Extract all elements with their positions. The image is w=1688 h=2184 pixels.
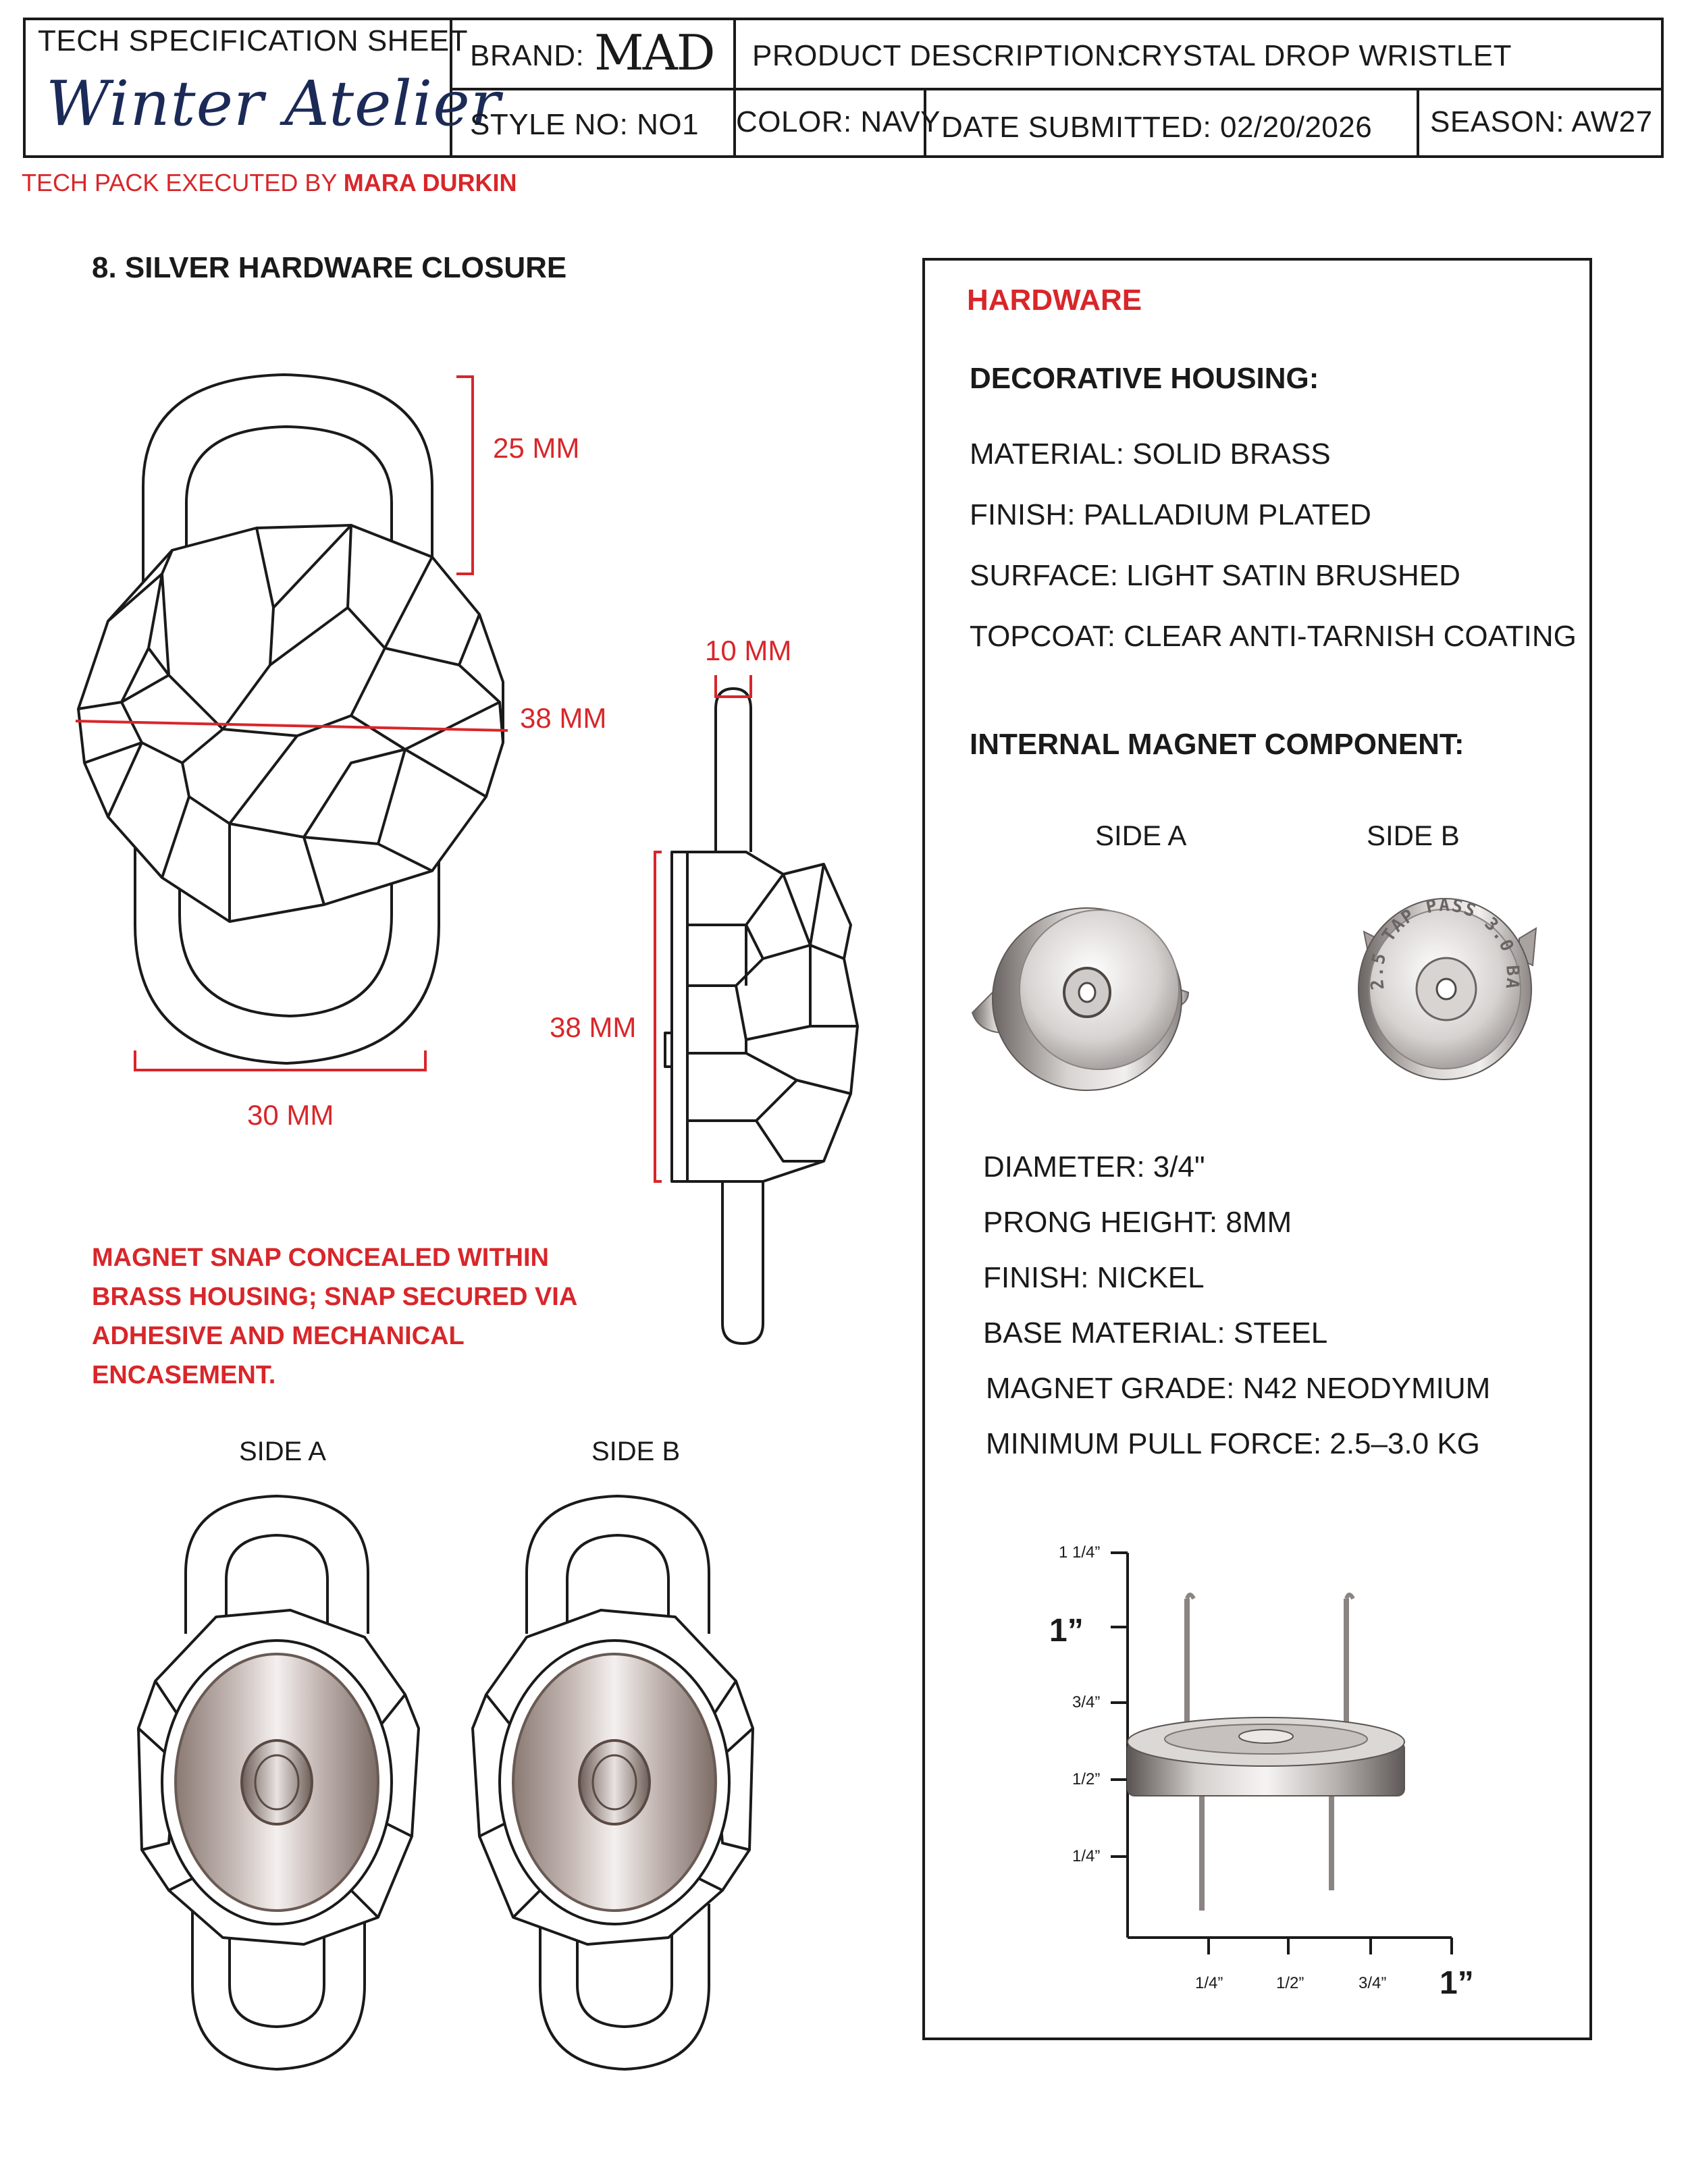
dim-loop-height-bracket (456, 377, 473, 574)
housing-spec: TOPCOAT: CLEAR ANTI-TARNISH COATING (970, 620, 1577, 653)
date-submitted: DATE SUBMITTED: 02/20/2026 (941, 111, 1373, 144)
bottom-pin (722, 1172, 763, 1343)
back-view-b (473, 1496, 753, 2069)
executed-by-name: MARA DURKIN (343, 169, 517, 196)
housing-spec: MATERIAL: SOLID BRASS (970, 437, 1331, 471)
ruler-x-tick: 1” (1440, 1965, 1474, 2001)
top-pin (716, 689, 751, 852)
product-value: CRYSTAL DROP WRISTLET (1119, 39, 1512, 72)
color-value: COLOR: NAVY (736, 105, 941, 138)
dim-side-depth: 10 MM (705, 635, 792, 666)
style-number: STYLE NO: NO1 (470, 108, 700, 141)
product-label: PRODUCT DESCRIPTION: (752, 39, 1125, 72)
dim-loop-height: 25 MM (493, 432, 580, 464)
magnet-spec: FINISH: NICKEL (983, 1261, 1205, 1294)
dim-base-width: 30 MM (247, 1099, 334, 1131)
ruler-y-tick: 3/4” (1072, 1693, 1101, 1711)
ruler-y-tick: 1/4” (1072, 1847, 1101, 1865)
magnet-ruler-diagram (1033, 1533, 1506, 2005)
housing-title: DECORATIVE HOUSING: (970, 362, 1319, 395)
housing-spec: FINISH: PALLADIUM PLATED (970, 498, 1371, 531)
ruler-x-tick: 1/4” (1195, 1974, 1223, 1992)
magnet-engraving: 2.5 TAP PASS 3.0 BAMOR (912, 849, 1523, 992)
magnet-spec: BASE MATERIAL: STEEL (983, 1316, 1328, 1350)
divider (1417, 89, 1419, 155)
ruler-y-tick: 1” (1049, 1613, 1084, 1649)
back-side-a-label: SIDE A (239, 1437, 326, 1466)
photo-side-a-label: SIDE A (1095, 820, 1187, 851)
magnet-title: INTERNAL MAGNET COMPONENT: (970, 728, 1465, 761)
executed-by-label: TECH PACK EXECUTED BY (22, 169, 337, 196)
divider (450, 88, 1661, 90)
ruler-x-tick: 1/2” (1276, 1974, 1304, 1992)
construction-note: MAGNET SNAP CONCEALED WITHIN BRASS HOUSING; SNAP SECURED VIA ADHESIVE AND MECHANICAL ENCASEMENT. (92, 1244, 577, 1389)
brand-label: BRAND: (470, 39, 585, 72)
ruler-y-tick: 1/2” (1072, 1770, 1101, 1788)
photo-side-b-label: SIDE B (1367, 820, 1460, 851)
dim-side-height-bracket (655, 852, 662, 1181)
back-views-drawing (0, 1472, 878, 2079)
side-view-drawing (608, 608, 878, 1485)
dim-base-width-bracket (135, 1050, 425, 1070)
ruler-x-tick: 3/4” (1359, 1974, 1387, 1992)
ruler-y-tick: 1 1/4” (1059, 1543, 1101, 1562)
back-view-a (138, 1496, 419, 2069)
magnet-spec: MAGNET GRADE: N42 NEODYMIUM (986, 1372, 1491, 1405)
sheet-label: TECH SPECIFICATION SHEET (38, 24, 469, 57)
housing-spec: SURFACE: LIGHT SATIN BRUSHED (970, 559, 1460, 592)
magnet-photos (912, 849, 1593, 1107)
back-side-b-label: SIDE B (591, 1437, 681, 1466)
company-logo: Winter Atelier (46, 68, 501, 140)
magnet-spec: DIAMETER: 3/4" (983, 1150, 1205, 1183)
prong-magnet-photo (1128, 1595, 1404, 1911)
brand-logo: MAD (594, 24, 714, 81)
magnet-spec: PRONG HEIGHT: 8MM (983, 1206, 1292, 1239)
dim-side-height: 38 MM (550, 1011, 637, 1043)
magnet-side-a-photo (972, 908, 1188, 1090)
dim-width: 38 MM (520, 702, 607, 734)
section-title: 8. SILVER HARDWARE CLOSURE (92, 251, 567, 284)
panel-title: HARDWARE (967, 284, 1142, 317)
season-value: SEASON: AW27 (1430, 105, 1653, 138)
magnet-spec: MINIMUM PULL FORCE: 2.5–3.0 KG (986, 1427, 1480, 1460)
